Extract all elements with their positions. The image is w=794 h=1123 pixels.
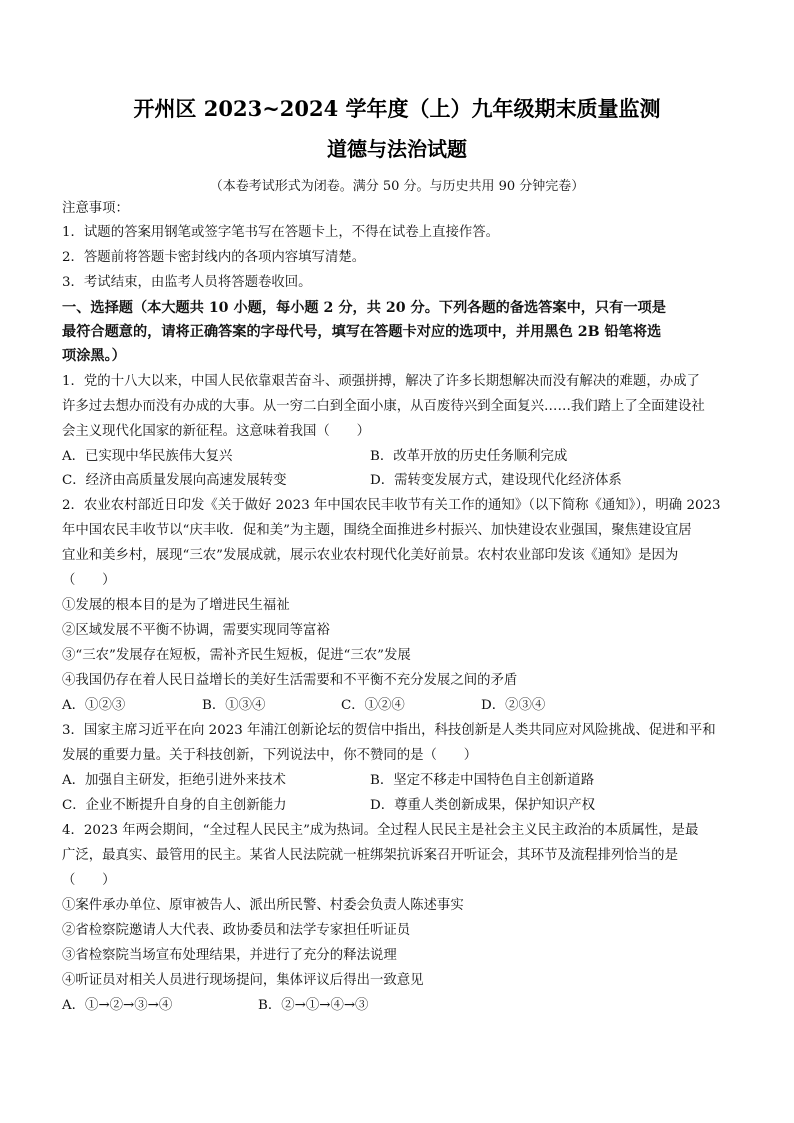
answer-option: A．加强自主研发，拒绝引进外来技术 [62, 773, 286, 788]
question-text: 许多过去想办而没有办成的大事。从一穷二白到全面小康，从百废待兴到全面复兴……我们踏上了全面建设社 [62, 399, 705, 414]
answer-option: A．①②③ [62, 698, 126, 713]
statement-item: ①发展的根本目的是为了增进民生福祉 [62, 598, 290, 613]
answer-option: B．①③④ [202, 698, 266, 713]
section-heading: 项涂黑。） [62, 348, 126, 364]
statement-item: ④听证员对相关人员进行现场提问，集体评议后得出一致意见 [62, 973, 424, 988]
exam-subject-title: 道德与法治试题 [327, 137, 467, 161]
question-text: 会主义现代化国家的新征程。这意味着我国（ ） [62, 424, 370, 439]
exam-format-note: （本卷考试形式为闭卷。满分 50 分。与历史共用 90 分钟完卷） [209, 179, 585, 194]
answer-option: A．已实现中华民族伟大复兴 [62, 449, 233, 464]
statement-item: ①案件承办单位、原审被告人、派出所民警、村委会负责人陈述事实 [62, 898, 464, 913]
notice-item: 3．考试结束，由监考人员将答题卷收回。 [62, 275, 312, 290]
statement-item: ④我国仍存在着人民日益增长的美好生活需要和不平衡不充分发展之间的矛盾 [62, 673, 518, 688]
answer-option: D．尊重人类创新成果，保护知识产权 [370, 798, 595, 813]
answer-option: C．经济由高质量发展向高速发展转变 [62, 473, 287, 488]
statement-item: ③“三农”发展存在短板，需补齐民生短板，促进“三农”发展 [62, 648, 411, 663]
answer-option: B．改革开放的历史任务顺利完成 [370, 449, 568, 464]
section-heading: 最符合题意的，请将正确答案的字母代号，填写在答题卡对应的选项中，并用黑色 2B 铅笔将选 [62, 324, 662, 340]
question-text: （ ） [62, 873, 116, 888]
notice-item: 2．答题前将答题卡密封线内的各项内容填写清楚。 [62, 250, 366, 265]
answer-option: B．②→①→④→③ [258, 998, 369, 1013]
answer-option: C．①②④ [341, 698, 405, 713]
answer-option: B．坚定不移走中国特色自主创新道路 [370, 773, 595, 788]
question-text: 发展的重要力量。关于科技创新，下列说法中，你不赞同的是（ ） [62, 748, 478, 763]
question-text: 4．2023 年两会期间，“全过程人民民主”成为热词。全过程人民民主是社会主义民主政治的本质属性，是最 [62, 823, 699, 838]
question-text: 3．国家主席习近平在向 2023 年浦江创新论坛的贺信中指出，科技创新是人类共同应对风险挑战、促进和平和 [62, 723, 716, 738]
answer-option: D．②③④ [481, 698, 546, 713]
section-heading: 一、选择题（本大题共 10 小题，每小题 2 分，共 20 分。下列各题的备选答案中，只有一项是 [62, 300, 666, 316]
answer-option: C．企业不断提升自身的自主创新能力 [62, 798, 287, 813]
exam-title: 开州区 2023~2024 学年度（上）九年级期末质量监测 [133, 96, 661, 121]
answer-option: D．需转变发展方式，建设现代化经济体系 [370, 473, 622, 488]
statement-item: ②区域发展不平衡不协调，需要实现同等富裕 [62, 623, 330, 638]
statement-item: ②省检察院邀请人大代表、政协委员和法学专家担任听证员 [62, 923, 411, 938]
statement-item: ③省检察院当场宣布处理结果，并进行了充分的释法说理 [62, 948, 397, 963]
notice-heading: 注意事项： [62, 201, 129, 216]
question-text: （ ） [62, 573, 116, 588]
question-text: 宜业和美乡村，展现“三农”发展成就，展示农业农村现代化美好前景。农村农业部印发该《通知》是因为 [62, 548, 679, 563]
question-text: 年中国农民丰收节以“庆丰收．促和美”为主题，围绕全面推进乡村振兴、加快建设农业强国，聚焦建设宜居 [62, 523, 692, 538]
question-text: 2．农业农村部近日印发《关于做好 2023 年中国农民丰收节有关工作的通知》（以下简称《通知》），明确 2023 [62, 498, 721, 513]
question-text: 1．党的十八大以来，中国人民依靠艰苦奋斗、顽强拼搏，解决了许多长期想解决而没有解决的难题，办成了 [62, 374, 700, 389]
notice-item: 1．试题的答案用钢笔或签字笔书写在答题卡上，不得在试卷上直接作答。 [62, 225, 500, 240]
question-text: 广泛，最真实、最管用的民主。某省人民法院就一桩绑架抗诉案召开听证会，其环节及流程排列恰当的是 [62, 848, 678, 863]
answer-option: A．①→②→③→④ [62, 998, 173, 1013]
